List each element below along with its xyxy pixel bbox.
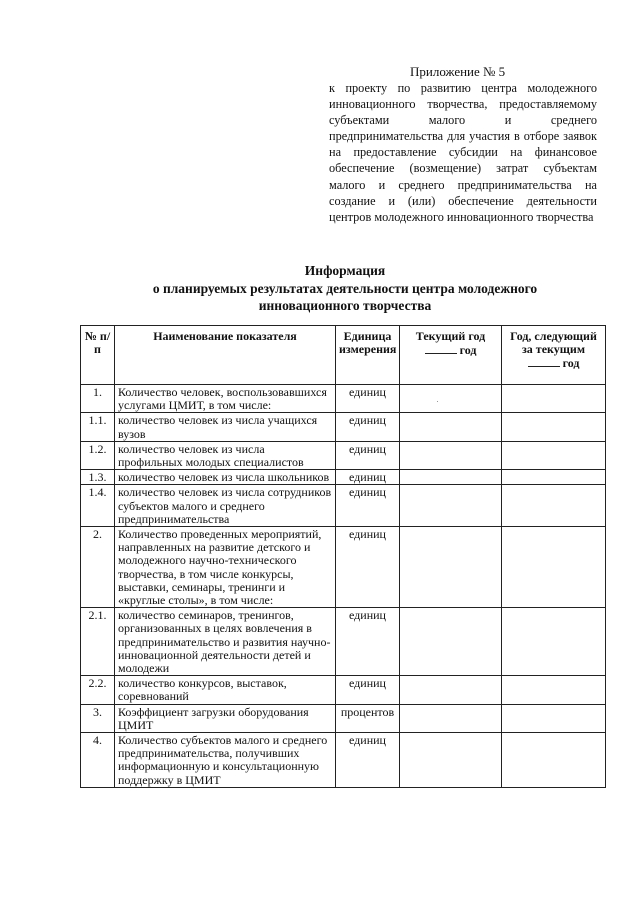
row-name: количество человек из числа школьников xyxy=(115,470,336,485)
row-num: 2. xyxy=(81,527,115,608)
row-next-year-cell[interactable] xyxy=(502,608,606,676)
row-unit: единиц xyxy=(336,441,400,469)
header-next-year-label: Год, следующий за текущим xyxy=(510,329,597,357)
row-num: 1.2. xyxy=(81,441,115,469)
results-table xyxy=(80,325,606,788)
row-next-year-cell[interactable] xyxy=(502,676,606,704)
header-current-year xyxy=(400,326,502,385)
row-name: количество человек из числа учащихся вузов xyxy=(115,413,336,441)
row-unit: единиц xyxy=(336,485,400,527)
row-next-year-cell[interactable] xyxy=(502,413,606,441)
heading-line-3: инновационного творчества xyxy=(258,298,432,313)
table-row xyxy=(81,470,606,485)
row-unit: единиц xyxy=(336,385,400,413)
row-next-year-cell[interactable] xyxy=(502,441,606,469)
table-row xyxy=(81,527,606,608)
scan-speck xyxy=(437,401,438,402)
row-name: количество конкурсов, выставок, соревнований xyxy=(115,676,336,704)
row-name: количество человек из числа сотрудников субъектов малого и среднего предпринимательства xyxy=(115,485,336,527)
appendix-text: к проекту по развитию центра молодежного инновационного творчества, предоставляемому субъектами малого и среднего предпринимательства для участия в отборе заявок на предоставление субсидии на финансовое обеспечение (возмещение) затрат субъектам малого и среднего предпринимательства на создание и (или) обеспечение деятельности центров молодежного инновационного творчества xyxy=(329,81,597,224)
year-blank-line xyxy=(425,343,457,354)
row-name: количество семинаров, тренингов, организованных в целях вовлечения в предпринимательство и развития научно-инновационной деятельности детей и молодежи xyxy=(115,608,336,676)
header-name: Наименование показателя xyxy=(115,326,336,385)
header-next-year-suffix: год xyxy=(562,356,580,371)
row-num: 3. xyxy=(81,704,115,732)
row-current-year-cell[interactable] xyxy=(400,608,502,676)
table-row xyxy=(81,608,606,676)
row-num: 2.1. xyxy=(81,608,115,676)
row-current-year-cell[interactable] xyxy=(400,676,502,704)
row-next-year-cell[interactable] xyxy=(502,527,606,608)
row-next-year-cell[interactable] xyxy=(502,485,606,527)
table-header-row xyxy=(81,326,606,385)
heading-line-1: Информация xyxy=(304,263,386,278)
row-num: 1.4. xyxy=(81,485,115,527)
year-blank-line xyxy=(528,356,560,367)
row-next-year-cell[interactable] xyxy=(502,704,606,732)
row-current-year-cell[interactable] xyxy=(400,385,502,413)
row-current-year-cell[interactable] xyxy=(400,704,502,732)
row-next-year-cell[interactable] xyxy=(502,733,606,788)
row-current-year-cell[interactable] xyxy=(400,413,502,441)
row-next-year-cell[interactable] xyxy=(502,470,606,485)
row-current-year-cell[interactable] xyxy=(400,733,502,788)
row-current-year-cell[interactable] xyxy=(400,485,502,527)
row-unit: единиц xyxy=(336,676,400,704)
row-num: 1.1. xyxy=(81,413,115,441)
table-row xyxy=(81,441,606,469)
row-current-year-cell[interactable] xyxy=(400,470,502,485)
header-num: № п/п xyxy=(81,326,115,385)
header-next-year xyxy=(502,326,606,385)
row-unit: единиц xyxy=(336,608,400,676)
table-row xyxy=(81,733,606,788)
row-num: 4. xyxy=(81,733,115,788)
appendix-title: Приложение № 5 xyxy=(410,64,506,79)
table-row xyxy=(81,704,606,732)
header-unit: Единица измерения xyxy=(336,326,400,385)
row-num: 2.2. xyxy=(81,676,115,704)
row-unit: процентов xyxy=(336,704,400,732)
header-current-year-label: Текущий год xyxy=(415,329,486,343)
table-row xyxy=(81,413,606,441)
row-unit: единиц xyxy=(336,733,400,788)
row-unit: единиц xyxy=(336,413,400,441)
row-name: Коэффициент загрузки оборудования ЦМИТ xyxy=(115,704,336,732)
row-unit: единиц xyxy=(336,470,400,485)
row-num: 1. xyxy=(81,385,115,413)
header-current-year-suffix: год xyxy=(459,343,477,358)
row-name: количество человек из числа профильных молодых специалистов xyxy=(115,441,336,469)
row-next-year-cell[interactable] xyxy=(502,385,606,413)
row-num: 1.3. xyxy=(81,470,115,485)
table-row xyxy=(81,385,606,413)
row-current-year-cell[interactable] xyxy=(400,441,502,469)
row-name: Количество проведенных мероприятий, направленных на развитие детского и молодежного научно-технического творчества, в том числе конкурсы, выставки, семинары, тренинги и «круглые столы», в том числе: xyxy=(115,527,336,608)
table-row xyxy=(81,676,606,704)
table-row xyxy=(81,485,606,527)
heading-line-2: о планируемых результатах деятельности центра молодежного xyxy=(152,281,538,296)
row-name: Количество субъектов малого и среднего предпринимательства, получивших информационную и консультационную поддержку в ЦМИТ xyxy=(115,733,336,788)
row-name: Количество человек, воспользовавшихся услугами ЦМИТ, в том числе: xyxy=(115,385,336,413)
row-unit: единиц xyxy=(336,527,400,608)
row-current-year-cell[interactable] xyxy=(400,527,502,608)
